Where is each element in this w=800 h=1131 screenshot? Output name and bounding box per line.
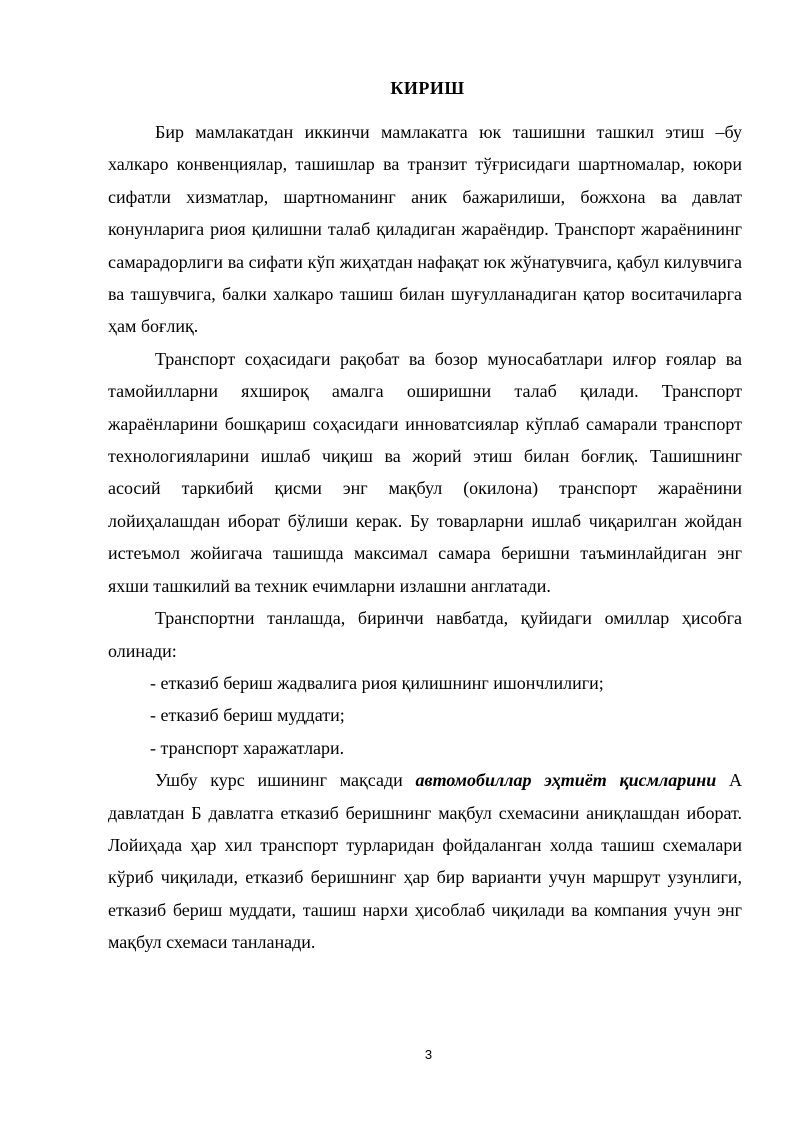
paragraph-goal-emphasis: автомобиллар эҳтиёт қисмларини bbox=[415, 770, 717, 791]
body-text bbox=[108, 116, 742, 959]
paragraph-goal-end: А давлатдан Б давлатга етказиб беришнинг мақбул схемасини аниқлашдан иборат. Лойиҳада ҳар хил транспорт турларидан фойдаланган холда ташиш схемалари кўриб чиқилади, етказиб беришнинг ҳар бир варианти учун маршрут узунлиги, етказиб бериш муддати, ташиш нархи ҳисоблаб чиқилади ва компания учун энг мақбул схемаси танланади. bbox=[108, 770, 743, 953]
list-item-costs: - транспорт харажатлари. bbox=[150, 737, 345, 758]
page-title: КИРИШ bbox=[390, 78, 465, 98]
paragraph-intro: Бир мамлакатдан иккинчи мамлакатга юк ташишни ташкил этиш –бу халкаро конвенциялар, ташишлар ва транзит тўғрисидаги шартномалар, юкори сифатли хизматлар, шартноманинг аник бажарилиши, божхона ва давлат конунларига риоя қилишни талаб қиладиган жараёндир. Транспорт жараёнининг самарадорлиги ва сифати кўп жиҳатдан нафақат юк жўнатувчига, қабул килувчига ва ташувчига, балки халкаро ташиш билан шуғулланадиган қатор воситачиларга ҳам боғлиқ. bbox=[108, 122, 742, 337]
page-number: 3 bbox=[424, 1047, 433, 1062]
paragraph-goal-start: Ушбу курс ишининг мақсади bbox=[155, 770, 416, 791]
paragraph-goal bbox=[108, 764, 742, 958]
paragraph-competition: Транспорт соҳасидаги рақобат ва бозор муносабатлари илғор ғоялар ва тамойилларни яхшироқ амалга оширишни талаб қилади. Транспорт жараёнларини бошқариш соҳасидаги инноватсиялар кўплаб самарали транспорт технологияларини ишлаб чиқиш ва жорий этиш билан боғлиқ. Ташишнинг асосий таркибий қисми энг мақбул (окилона) транспорт жараёнини лойиҳалашдан иборат бўлиши керак. Бу товарларни ишлаб чиқарилган жойдан истеъмол жойигача ташишда максимал самара беришни таъминлайдиган энг яхши ташкилий ва техник ечимларни излашни англатади. bbox=[108, 348, 742, 596]
list-item-reliability: - етказиб бериш жадвалига риоя қилишнинг ишончлилиги; bbox=[150, 672, 604, 693]
paragraph-selection: Транспортни танлашда, биринчи навбатда, қуйидаги омиллар ҳисобга олинади: bbox=[108, 608, 742, 661]
list-item-delivery-time: - етказиб бериш муддати; bbox=[150, 705, 345, 726]
